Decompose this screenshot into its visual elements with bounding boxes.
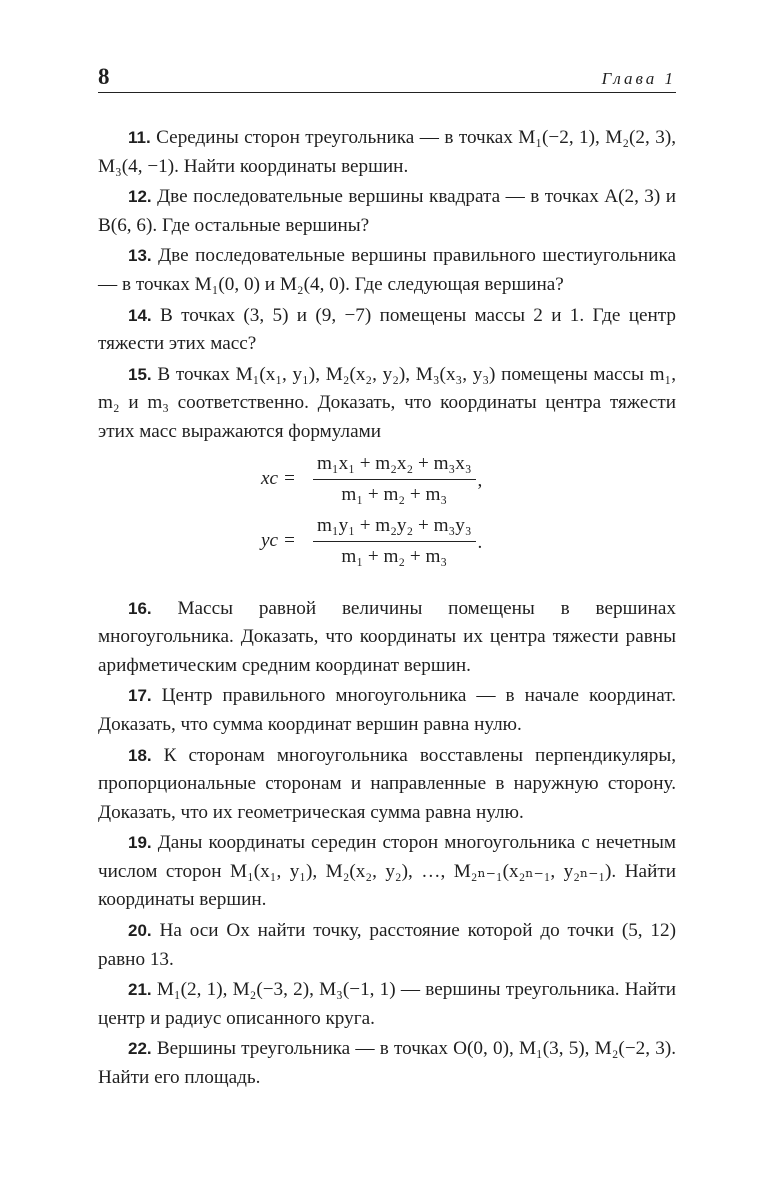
problem-text: К сторонам многоугольника восставлены перпендикуляры, пропорциональные сторонам и направленные в наружную сторону. Доказать, что их геометрическая сумма равна нулю. (98, 744, 677, 823)
problem-number: 22. (128, 1039, 152, 1059)
problem-14 (98, 302, 676, 359)
fraction (313, 513, 476, 570)
problem-number: 19. (128, 833, 152, 853)
problem-text: В точках M₁(x₁, y₁), M₂(x₂, y₂), M₃(x₃, y₃) помещены массы m₁, m₂ и m₃ соответственно. Доказать, что координаты центра тяжести этих масс выражаются формулами (98, 363, 677, 442)
problem-text: Две последовательные вершины правильного шестиугольника — в точках M₁(0, 0) и M₂(4, 0). Где следующая вершина? (98, 245, 677, 295)
problem-text: На оси Ox найти точку, расстояние которой до точки (5, 12) равно 13. (98, 920, 677, 970)
problem-number: 18. (128, 745, 152, 765)
problem-text: Две последовательные вершины квадрата — в точках A(2, 3) и B(6, 6). Где остальные вершины? (98, 186, 677, 236)
chapter-title: Глава 1 (601, 69, 676, 88)
problem-text: Середины сторон треугольника — в точках M₁(−2, 1), M₂(2, 3), M₃(4, −1). Найти координаты вершин. (98, 127, 676, 177)
problem-number: 13. (128, 246, 152, 266)
problem-number: 17. (128, 686, 152, 706)
problem-11 (98, 124, 676, 181)
problem-15 (98, 361, 676, 447)
formula-lhs: yc = (261, 530, 296, 552)
fraction-denominator: m₁ + m₂ + m₃ (341, 546, 448, 568)
problem-number: 16. (128, 598, 152, 618)
problem-text: Вершины треугольника — в точках O(0, 0), M₁(3, 5), M₂(−2, 3). Найти его площадь. (98, 1038, 677, 1089)
fraction (313, 451, 476, 508)
formula-lhs: xc = (261, 468, 296, 490)
problem-text: Даны координаты середин сторон многоугольника с нечетным числом сторон M₁(x₁, y₁), M₂(x₂, y₂), …, M₂ₙ₋₁(x₂ₙ₋₁, y₂ₙ₋₁). Найти координаты вершин. (98, 832, 676, 911)
problem-19 (98, 829, 676, 915)
problem-text: В точках (3, 5) и (9, −7) помещены массы 2 и 1. Где центр тяжести этих масс? (98, 304, 676, 355)
page-body (98, 124, 676, 1095)
problem-number: 14. (128, 305, 152, 325)
page-number: 8 (98, 64, 110, 89)
problem-number: 20. (128, 921, 152, 941)
problem-22 (98, 1035, 676, 1092)
formula-punctuation: . (477, 532, 483, 554)
fraction-numerator: m₁y₁ + m₂y₂ + m₃y₃ (313, 513, 476, 542)
problem-12 (98, 183, 676, 240)
problem-20 (98, 917, 676, 974)
problem-16 (98, 595, 676, 681)
problem-17 (98, 682, 676, 739)
problem-text: M₁(2, 1), M₂(−3, 2), M₃(−1, 1) — вершины треугольника. Найти центр и радиус описанного круга. (98, 979, 677, 1029)
problem-text: Массы равной величины помещены в вершинах многоугольника. Доказать, что координаты их центра тяжести равны арифметическим средним координат вершин. (98, 597, 676, 676)
center-of-mass-formulas (98, 449, 676, 573)
formula-yc (261, 511, 676, 573)
problem-text: Центр правильного многоугольника — в начале координат. Доказать, что сумма координат вершин равна нулю. (98, 685, 676, 735)
fraction-denominator: m₁ + m₂ + m₃ (341, 484, 448, 506)
fraction-numerator: m₁x₁ + m₂x₂ + m₃x₃ (313, 451, 476, 480)
problem-13 (98, 242, 676, 299)
problem-number: 21. (128, 980, 152, 1000)
formula-punctuation: , (477, 470, 483, 492)
formula-xc (261, 449, 676, 511)
problem-18 (98, 742, 676, 828)
page-header (98, 64, 676, 93)
problem-21 (98, 976, 676, 1033)
problem-number: 15. (128, 364, 152, 384)
problem-number: 11. (128, 128, 151, 147)
problem-number: 12. (128, 187, 152, 207)
